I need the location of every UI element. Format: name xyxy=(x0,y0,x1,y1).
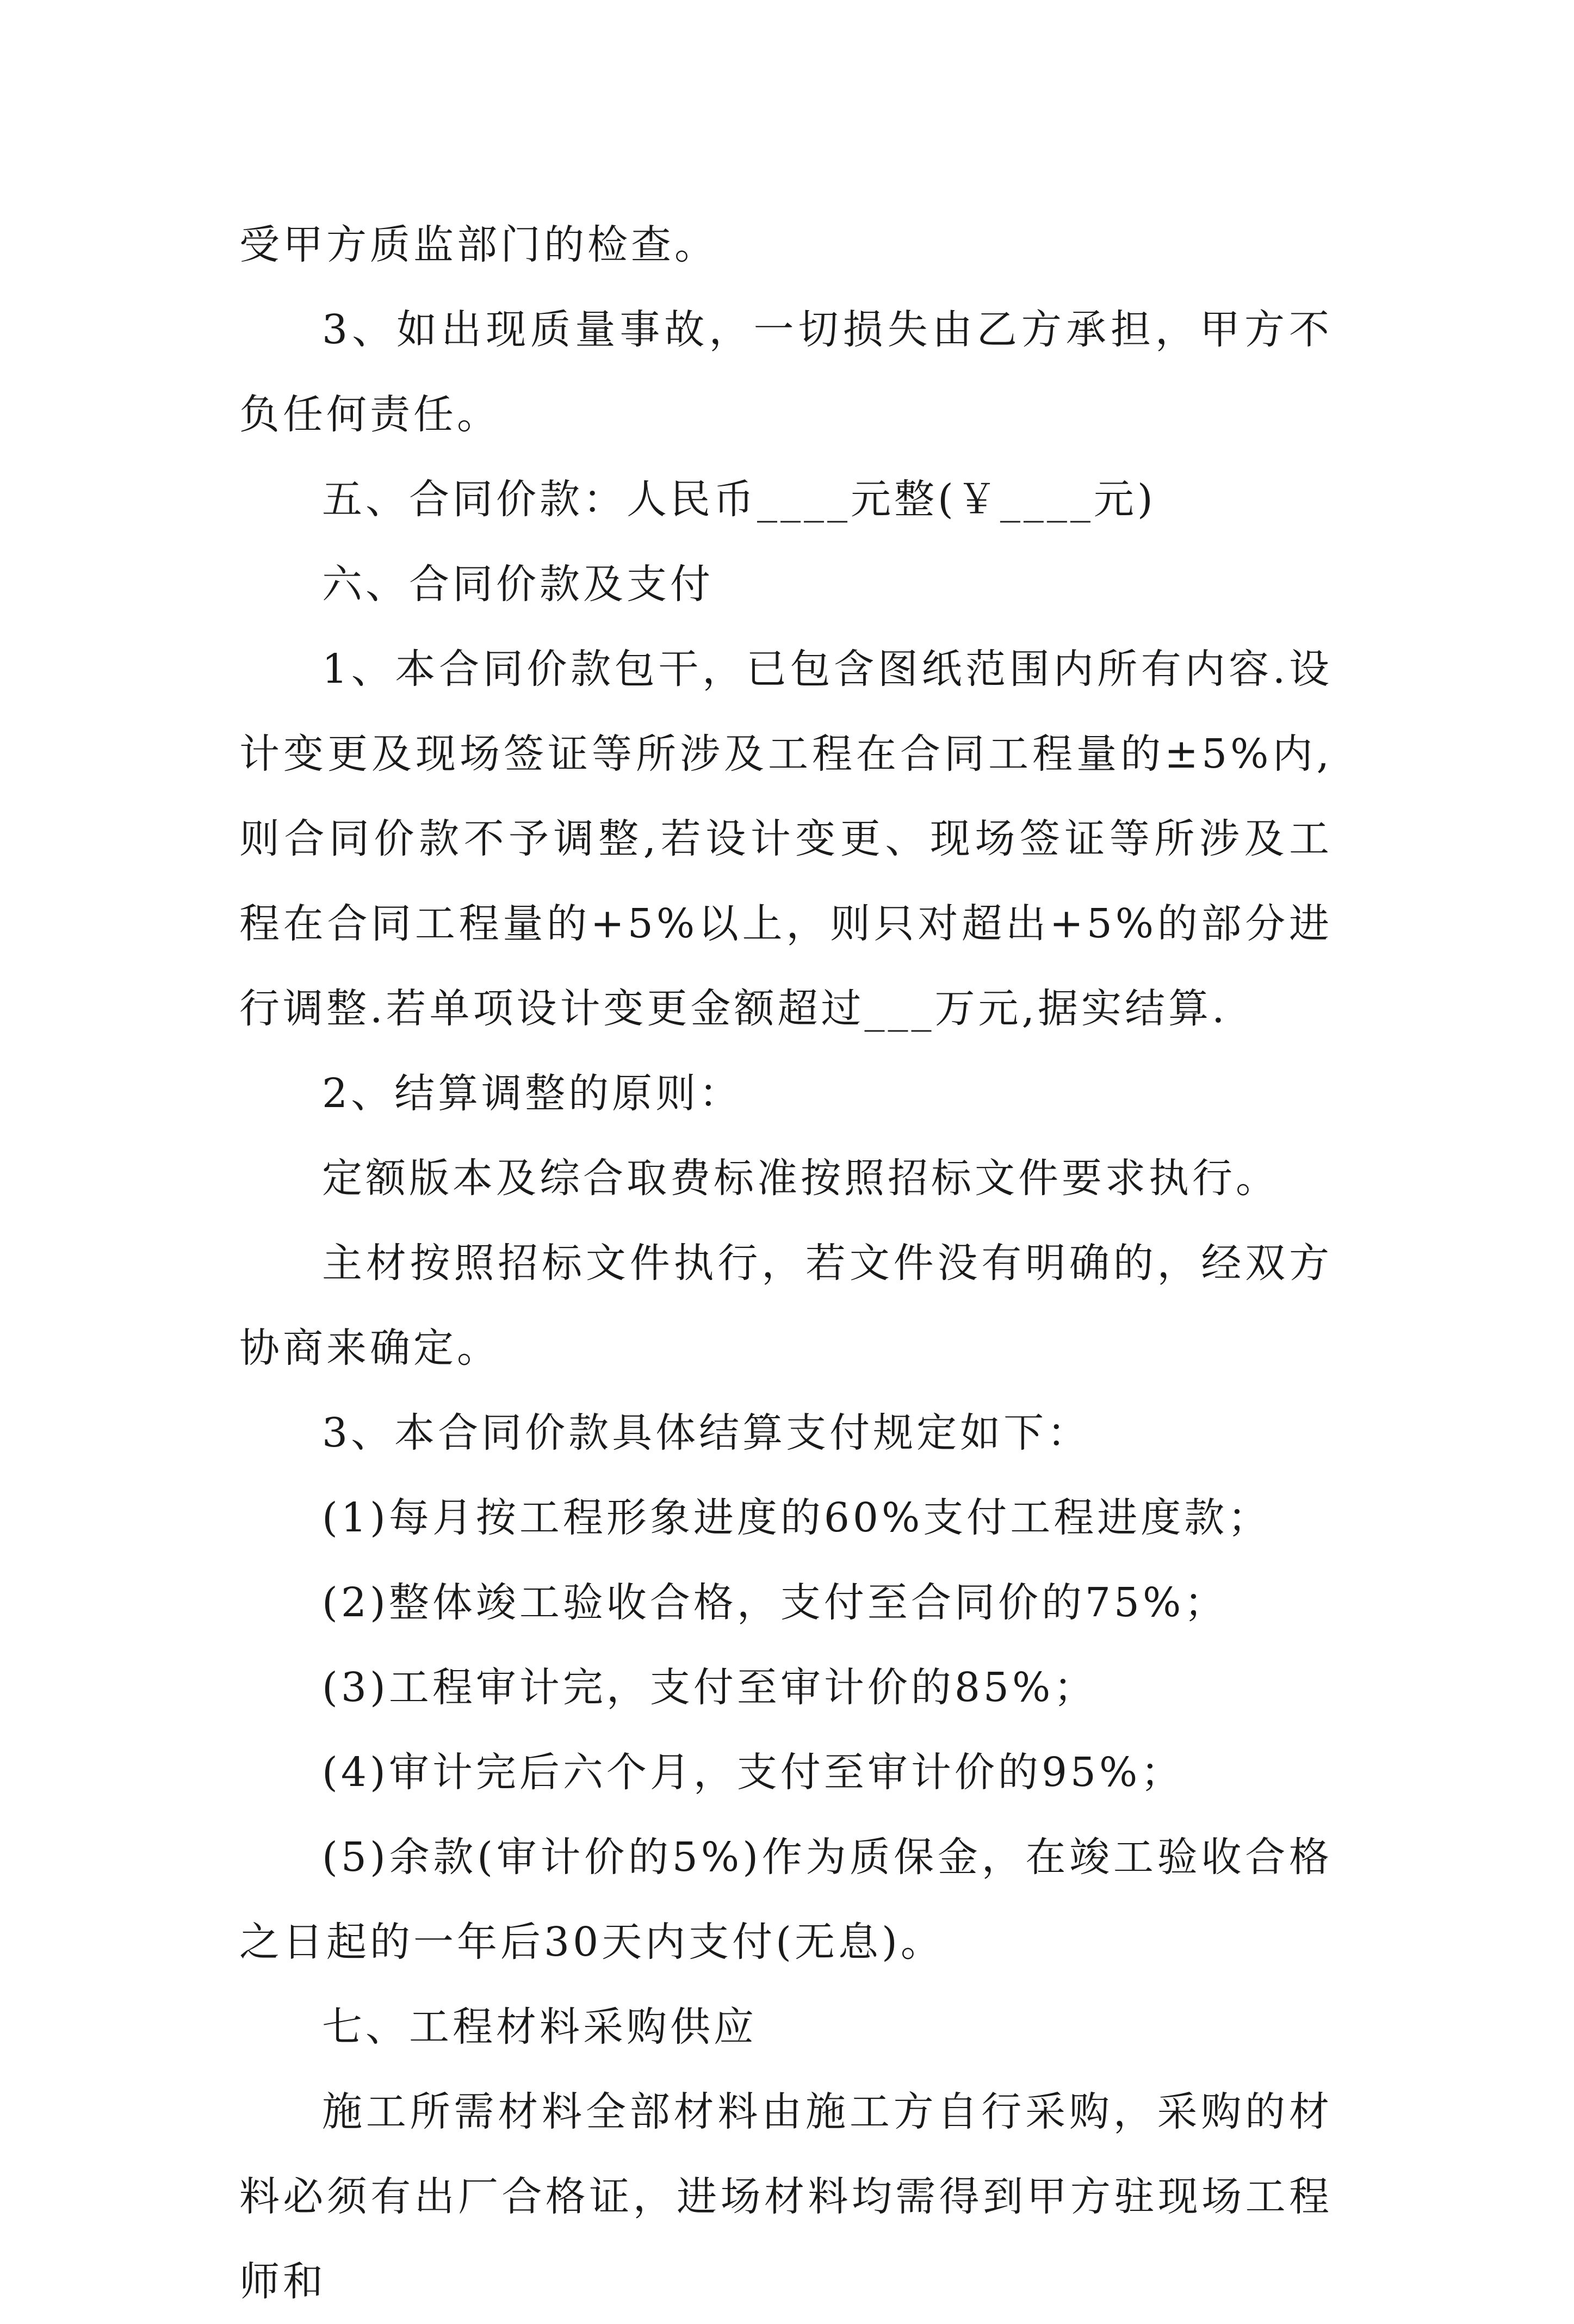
list-item: (3)工程审计完，支付至审计价的85%； xyxy=(322,1664,1098,1711)
list-item: (4)审计完后六个月，支付至审计价的95%； xyxy=(322,1749,1185,1796)
list-item: (1)每月按工程形象进度的60%支付工程进度款； xyxy=(322,1494,1272,1541)
paragraph: 3、如出现质量事故，一切损失由乙方承担，甲方不负任何责任。 xyxy=(239,306,1333,438)
section-heading: 七、工程材料采购供应 xyxy=(322,2004,757,2050)
paragraph: 受甲方质监部门的检查。 xyxy=(239,221,718,268)
paragraph: 3、本合同价款具体结算支付规定如下： xyxy=(322,1410,1091,1456)
paragraph: 1、本合同价款包干，已包含图纸范围内所有内容.设计变更及现场签证等所涉及工程在合同工程量的±5%内,则合同价款不予调整,若设计变更、现场签证等所涉及工程在合同工程量的+5%以上，则只对超出+5%的部分进行调整.若单项设计变更金额超过___万元,据实结算. xyxy=(239,646,1333,1032)
section-heading: 六、合同价款及支付 xyxy=(322,561,714,608)
paragraph: 主材按照招标文件执行，若文件没有明确的，经双方协商来确定。 xyxy=(239,1240,1333,1371)
paragraph: 五、合同价款：人民币____元整(￥____元) xyxy=(322,476,1156,523)
paragraph: 施工所需材料全部材料由施工方自行采购，采购的材料必须有出厂合格证，进场材料均需得到甲方驻现场工程师和 xyxy=(239,2088,1333,2305)
list-item: (5)余款(审计价的5%)作为质保金，在竣工验收合格之日起的一年后30天内支付(无息)。 xyxy=(239,1834,1333,1965)
list-item: (2)整体竣工验收合格，支付至合同价的75%； xyxy=(322,1579,1228,1626)
paragraph: 2、结算调整的原则： xyxy=(322,1070,743,1117)
paragraph: 定额版本及综合取费标准按照招标文件要求执行。 xyxy=(322,1155,1279,1202)
document-page xyxy=(239,202,1333,2324)
